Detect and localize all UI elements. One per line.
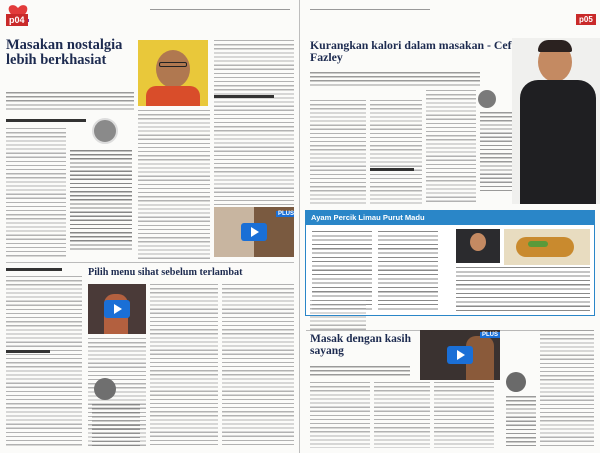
chef-photo (138, 40, 208, 106)
bottom-pull-quote (506, 396, 536, 446)
glasses (159, 62, 187, 67)
bottom-headline: Masak dengan kasih sayang (310, 333, 411, 357)
chef-thumbnail (456, 229, 500, 263)
standfirst (6, 92, 134, 110)
standfirst (310, 72, 480, 86)
bottom-column-4 (540, 330, 594, 448)
bottom-standfirst (310, 366, 410, 378)
chef-jacket (520, 80, 596, 204)
play-icon[interactable] (447, 346, 473, 364)
bottom-column-3 (434, 382, 494, 448)
body-column-3 (426, 90, 476, 204)
subhead (370, 168, 414, 171)
second-video-thumbnail[interactable] (88, 284, 146, 334)
dish-photo (504, 229, 590, 265)
chicken-piece (516, 237, 574, 257)
quote-photo (506, 372, 526, 392)
main-headline: Masakan nostalgia lebih berkhasiat (6, 37, 123, 68)
author-photo (478, 90, 496, 108)
lower-column-1 (310, 300, 366, 330)
body-column-3 (214, 40, 294, 205)
play-icon[interactable] (241, 223, 267, 241)
second-headline: Pilih menu sihat sebelum terlambat (88, 267, 243, 278)
page-number: p05 (576, 14, 596, 25)
body-column-2 (138, 110, 210, 260)
bottom-video-thumbnail[interactable] (420, 330, 500, 380)
lower-column-3 (150, 284, 218, 448)
subhead (214, 95, 274, 98)
garnish (528, 241, 548, 247)
plus-badge: PLUS (482, 332, 499, 338)
byline (6, 119, 86, 122)
masthead-line (150, 9, 290, 10)
chef-face (156, 50, 190, 88)
body-column-1 (310, 100, 366, 204)
lower-subhead (6, 350, 50, 353)
method-text (456, 267, 590, 311)
video-thumbnail[interactable] (214, 207, 294, 257)
lower-column-4 (222, 284, 294, 448)
bottom-column-1 (310, 382, 370, 448)
main-headline: Kurangkan kalori dalam masakan - Cef Fazley (310, 38, 512, 64)
lower-pull-quote (92, 404, 140, 446)
page-number: p04 (6, 14, 28, 26)
expert-photo (94, 378, 116, 400)
chef-hair (538, 40, 572, 52)
plus-badge: PLUS (276, 211, 294, 217)
recipe-title: Ayam Percik Limau Purut Madu (306, 211, 594, 225)
ingredients-list (312, 231, 372, 311)
author-photo (92, 118, 118, 144)
chef-thumb-face (470, 233, 486, 251)
play-icon[interactable] (104, 300, 130, 318)
lower-byline (6, 268, 62, 271)
bottom-column-2 (374, 382, 430, 448)
right-page (300, 0, 600, 453)
chef-shirt (146, 86, 200, 106)
pull-quote (480, 112, 512, 192)
masthead-line (310, 9, 430, 10)
body-column-1 (6, 128, 66, 258)
section-divider (6, 262, 294, 263)
pull-quote (70, 150, 132, 250)
body-column-2 (370, 100, 422, 204)
lower-column-1 (6, 276, 82, 446)
ingredients-list-2 (378, 231, 438, 311)
chef-portrait (512, 38, 600, 204)
